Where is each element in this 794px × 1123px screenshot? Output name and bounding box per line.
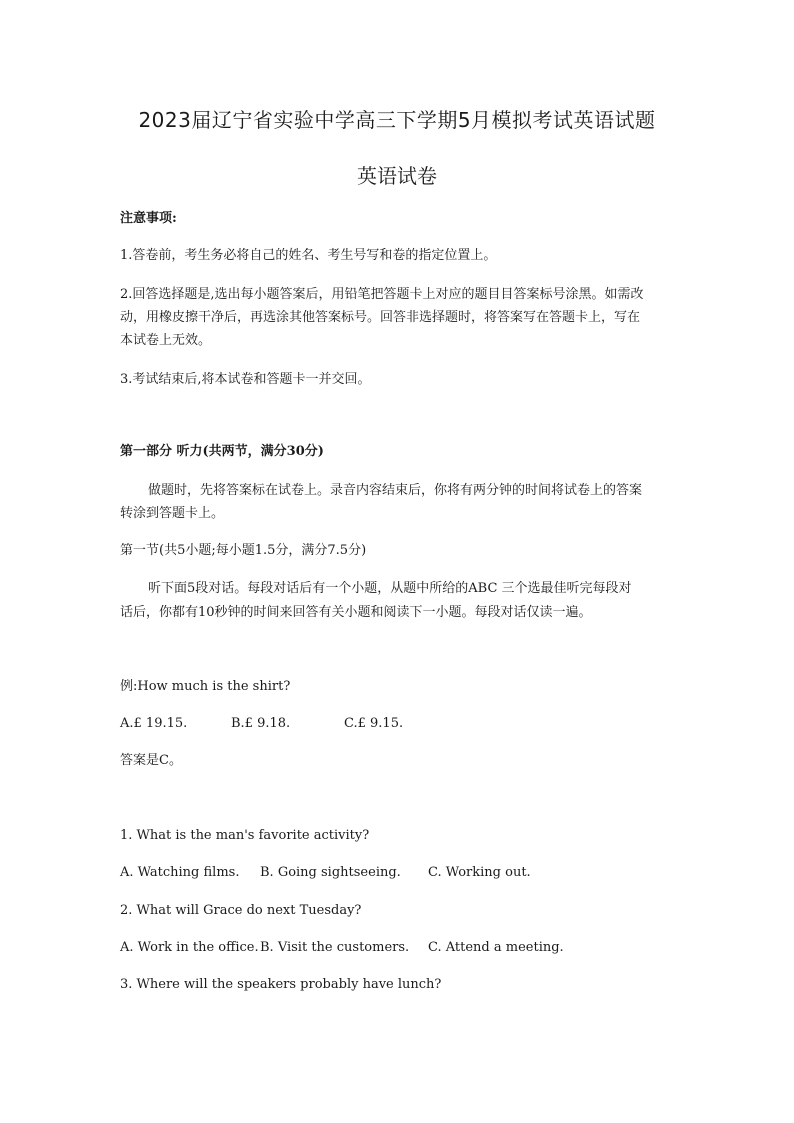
notice-item: 动，用橡皮擦干净后，再选涂其他答案标号。回答非选择题时，将答案写在答题卡上，写在 (120, 310, 641, 325)
example-answer: 答案是C。 (120, 753, 182, 768)
question-2-option-b: B. Visit the customers. (260, 940, 410, 955)
question-2-option-a: A. Work in the office. (120, 940, 259, 955)
section-directions: 话后，你都有10秒钟的时间来回答有关小题和阅读下一小题。每段对话仅读一遍。 (120, 605, 592, 620)
notice-item: 1.答卷前，考生务必将自己的姓名、考生号写和卷的指定位置上。 (120, 248, 497, 263)
notice-item: 3.考试结束后,将本试卷和答题卡一并交回。 (120, 372, 371, 387)
part-intro: 转涂到答题卡上。 (120, 506, 225, 521)
example-question: 例:How much is the shirt? (120, 679, 291, 694)
part-heading: 第一部分 听力(共两节，满分30分) (120, 444, 324, 459)
question-1-option-a: A. Watching films. (120, 865, 240, 880)
question-1-option-c: C. Working out. (428, 865, 531, 880)
question-2-option-c: C. Attend a meeting. (428, 940, 564, 955)
example-option-c: C.£ 9.15. (344, 716, 404, 731)
question-1: 1. What is the man's favorite activity? (120, 828, 370, 843)
exam-title: 2023届辽宁省实验中学高三下学期5月模拟考试英语试题 (138, 108, 656, 132)
example-option-b: B.£ 9.18. (231, 716, 291, 731)
example-option-a: A.£ 19.15. (120, 716, 188, 731)
question-1-option-b: B. Going sightseeing. (260, 865, 401, 880)
paper-subtitle: 英语试卷 (357, 164, 437, 188)
part-intro: 做题时，先将答案标在试卷上。录音内容结束后，你将有两分钟的时间将试卷上的答案 (148, 483, 643, 498)
question-3: 3. Where will the speakers probably have lunch? (120, 977, 442, 992)
notice-heading: 注意事项: (120, 211, 177, 226)
question-2: 2. What will Grace do next Tuesday? (120, 903, 362, 918)
section-directions: 听下面5段对话。每段对话后有一个小题，从题中所给的ABC 三个选最佳听完每段对 (148, 581, 632, 596)
notice-item: 2.回答选择题是,选出每小题答案后，用铅笔把答题卡上对应的题目目答案标号涂黑。如需改 (120, 287, 644, 302)
section-heading: 第一节(共5小题;每小题1.5分，满分7.5分) (120, 543, 367, 558)
notice-item: 本试卷上无效。 (120, 333, 212, 348)
